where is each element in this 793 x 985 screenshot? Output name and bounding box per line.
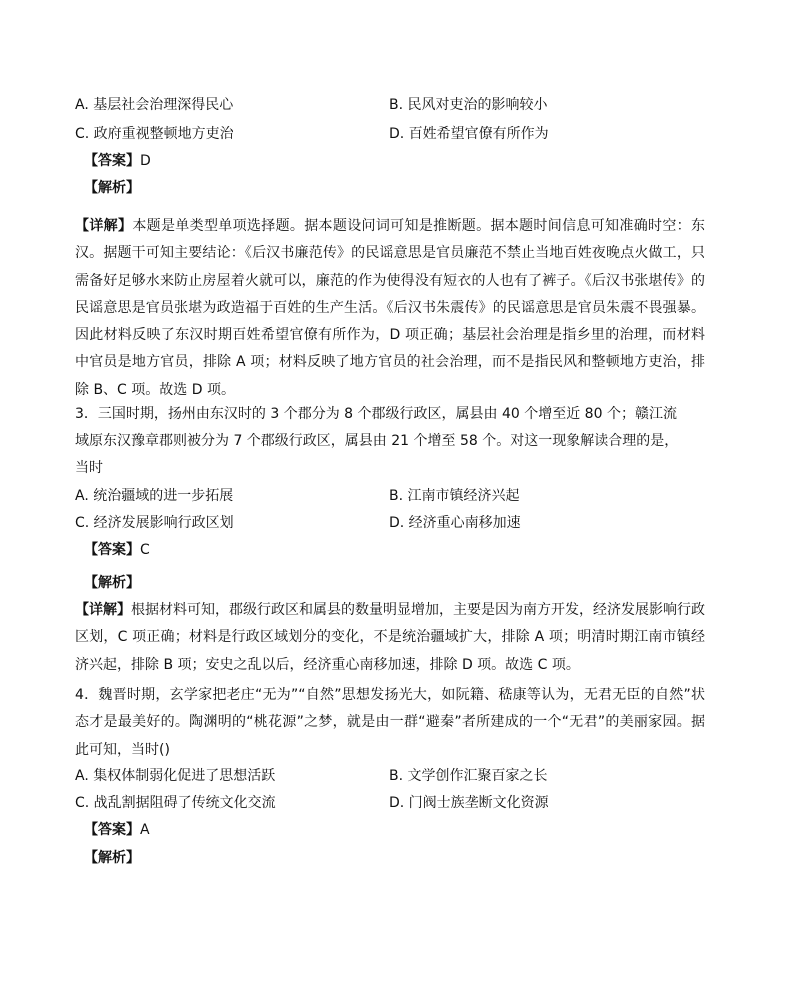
q3-option-d: D. 经济重心南移加速: [389, 515, 521, 531]
q4-option-b: B. 文学创作汇聚百家之长: [389, 768, 548, 784]
q2-option-d: D. 百姓希望官僚有所作为: [389, 126, 549, 142]
q3-option-a: A. 统治疆域的进一步拓展: [75, 488, 234, 504]
q3-detail-text: 根据材料可知，郡级行政区和属县的数量明显增加，主要是因为南方开发，经济发展影响行政区划，C 项正确；材料是行政区域划分的变化，不是统治疆域扩大，排除 A 项；明清时期江南市镇经济兴起，排除 B 项；安史之乱以后，经济重心南移加速，排除 D 项。故选 C 项。: [75, 602, 705, 673]
q2-option-a: A. 基层社会治理深得民心: [75, 97, 234, 113]
q2-detail: [75, 213, 705, 404]
q4-option-a: A. 集权体制弱化促进了思想活跃: [75, 768, 276, 784]
q2-answer-value: D: [140, 153, 151, 169]
q3-detail: [75, 597, 705, 679]
q4-option-d: D. 门阀士族垄断文化资源: [389, 795, 549, 811]
q2-detail-text: 本题是单类型单项选择题。据本题设问词可知是推断题。据本题时间信息可知准确时空：东汉。据题干可知主要结论：《后汉书廉范传》的民谣意思是官员廉范不禁止当地百姓夜晚点火做工，只需备好足够水来防止房屋着火就可以，廉范的作为使得没有短衣的人也有了裤子。《后汉书张堪传》的民谣意思是官员张堪为政造福于百姓的生产生活。《后汉书朱震传》的民谣意思是官员朱震不畏强暴。因此材料反映了东汉时期百姓希望官僚有所作为，D 项正确；基层社会治理是指乡里的治理，而材料中官员是地方官员，排除 A 项；材料反映了地方官员的社会治理，而不是指民风和整顿地方吏治，排除 B、C 项。故选 D 项。: [75, 218, 706, 398]
q3-stem-line3: 当时: [75, 460, 103, 476]
q4-analysis-label: 【解析】: [84, 850, 140, 866]
q2-option-c: C. 政府重视整顿地方吏治: [75, 126, 234, 142]
q3-answer-label: 【答案】: [84, 542, 140, 558]
q2-detail-label: 【详解】: [75, 218, 133, 234]
q4-answer: [84, 820, 150, 840]
q3-stem-line2: 域原东汉豫章郡则被分为 7 个郡级行政区，属县由 21 个增至 58 个。对这一现象解读合理的是，: [75, 433, 679, 449]
q3-analysis-label: 【解析】: [84, 575, 140, 591]
q2-analysis-label: 【解析】: [84, 180, 140, 196]
q3-answer-value: C: [140, 542, 150, 558]
q2-option-b: B. 民风对吏治的影响较小: [389, 97, 548, 113]
q2-answer: [84, 151, 151, 171]
q3-detail-label: 【详解】: [75, 602, 131, 618]
q3-stem-line1: 3．三国时期，扬州由东汉时的 3 个郡分为 8 个郡级行政区，属县由 40 个增至近 80 个；赣江流: [75, 406, 677, 422]
q4-answer-label: 【答案】: [84, 822, 140, 838]
q3-option-b: B. 江南市镇经济兴起: [389, 488, 520, 504]
q3-answer: [84, 540, 150, 560]
q2-answer-label: 【答案】: [84, 153, 140, 169]
q3-option-c: C. 经济发展影响行政区划: [75, 515, 234, 531]
q4-answer-value: A: [140, 822, 150, 838]
q4-option-c: C. 战乱割据阻碍了传统文化交流: [75, 795, 276, 811]
q4-stem: 4．魏晋时期，玄学家把老庄“无为”“自然”思想发扬光大，如阮籍、嵇康等认为，无君无臣的自然”状态才是最美好的。陶渊明的“桃花源”之梦，就是由一群“避秦”者所建成的一个“无君”的美丽家园。据此可知，当时(): [75, 687, 705, 758]
